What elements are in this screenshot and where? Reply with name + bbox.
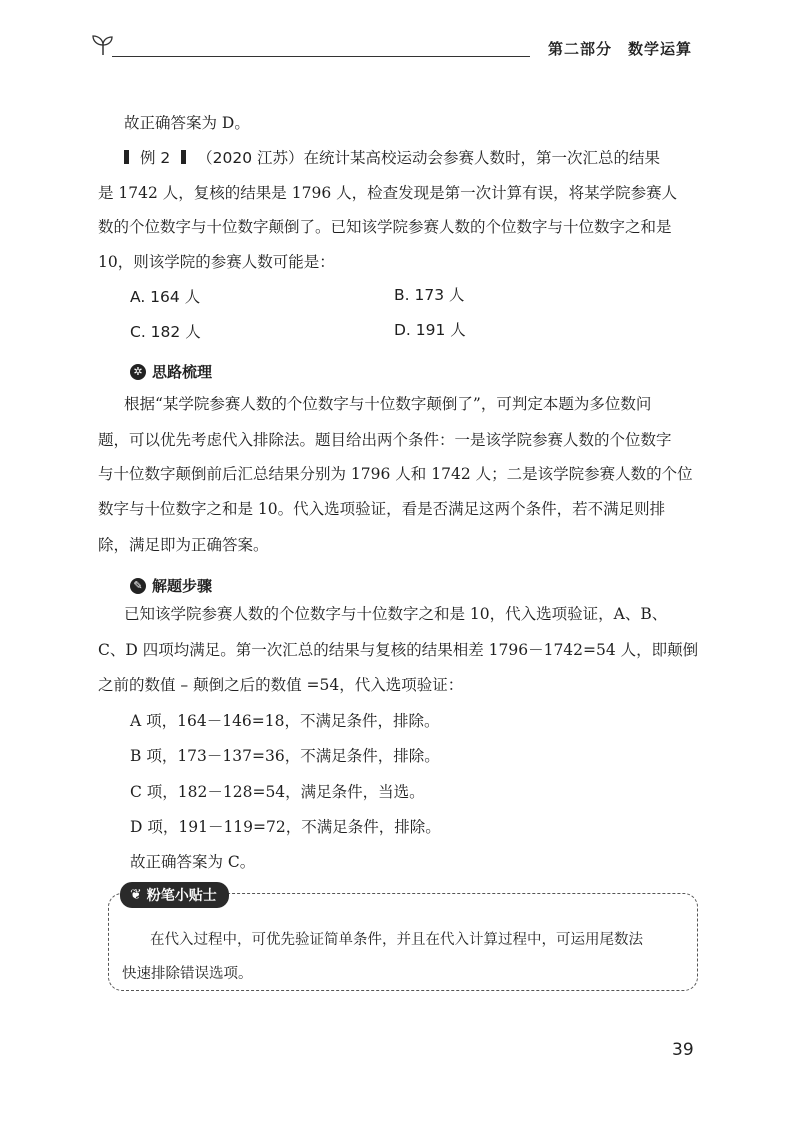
steps-line-1: 已知该学院参赛人数的个位数字与十位数字之和是 10，代入选项验证，A、B、 — [124, 605, 668, 623]
tip-label-text: 粉笔小贴士 — [146, 888, 217, 904]
steps-heading-text: 解题步骤 — [152, 577, 213, 595]
option-d: D. 191 人 — [394, 321, 466, 339]
example-text-1: 在统计某高校运动会参赛人数时，第一次汇总的结果 — [303, 149, 660, 167]
step-option-a: A 项，164－146=18，不满足条件，排除。 — [130, 712, 440, 730]
thinking-line-1: 根据“某学院参赛人数的个位数字与十位数字颠倒了”，可判定本题为多位数问 — [124, 395, 652, 413]
running-header — [90, 30, 702, 64]
example-text-2: 是 1742 人，复核的结果是 1796 人，检查发现是第一次计算有误，将某学院参赛人 — [98, 184, 678, 202]
example-text-4: 10，则该学院的参赛人数可能是： — [98, 253, 335, 271]
option-a: A. 164 人 — [130, 288, 201, 306]
option-c: C. 182 人 — [130, 323, 201, 341]
step-option-d: D 项，191－119=72，不满足条件，排除。 — [130, 818, 441, 836]
header-title: 第二部分 数学运算 — [547, 40, 692, 58]
thinking-line-5: 除，满足即为正确答案。 — [98, 536, 269, 554]
option-b: B. 173 人 — [394, 286, 465, 304]
example-source: （2020 江苏） — [197, 149, 304, 167]
sprout-icon: ❦ — [130, 887, 142, 903]
thinking-line-3: 与十位数字颠倒前后汇总结果分别为 1796 人和 1742 人；二是该学院参赛人数的个位 — [98, 465, 693, 483]
thinking-heading-text: 思路梳理 — [152, 363, 213, 381]
thinking-heading — [130, 361, 212, 382]
steps-line-3: 之前的数值 – 颠倒之后的数值 =54，代入选项验证： — [98, 676, 464, 694]
example-text-3: 数的个位数字与十位数字颠倒了。已知该学院参赛人数的个位数字与十位数字之和是 — [98, 218, 672, 236]
thinking-line-2: 题，可以优先考虑代入排除法。题目给出两个条件：一是该学院参赛人数的个位数字 — [98, 431, 672, 449]
tip-label — [120, 882, 229, 908]
example-first-line — [124, 150, 660, 167]
sprout-icon — [90, 34, 116, 56]
step-option-b: B 项，173－137=36，不满足条件，排除。 — [130, 747, 440, 765]
label-bar-right — [181, 150, 186, 164]
thinking-line-4: 数字与十位数字之和是 10。代入选项验证，看是否满足这两个条件，若不满足则排 — [98, 500, 666, 518]
example-label: 例 2 — [139, 149, 171, 167]
pen-icon: ✎ — [130, 578, 146, 594]
steps-line-2: C、D 四项均满足。第一次汇总的结果与复核的结果相差 1796－1742=54 人，即颠倒 — [98, 641, 699, 659]
label-bar-left — [124, 150, 129, 164]
header-rule — [112, 56, 530, 57]
previous-answer: 故正确答案为 D。 — [124, 114, 250, 132]
step-option-c: C 项，182－128=54，满足条件，当选。 — [130, 783, 425, 801]
tip-line-2: 快速排除错误选项。 — [122, 966, 253, 982]
tip-line-1: 在代入过程中，可优先验证简单条件，并且在代入计算过程中，可运用尾数法 — [150, 932, 643, 948]
steps-heading — [130, 575, 212, 596]
final-answer: 故正确答案为 C。 — [130, 853, 256, 871]
page-number: 39 — [672, 1040, 694, 1060]
gear-icon: ✲ — [130, 364, 146, 380]
